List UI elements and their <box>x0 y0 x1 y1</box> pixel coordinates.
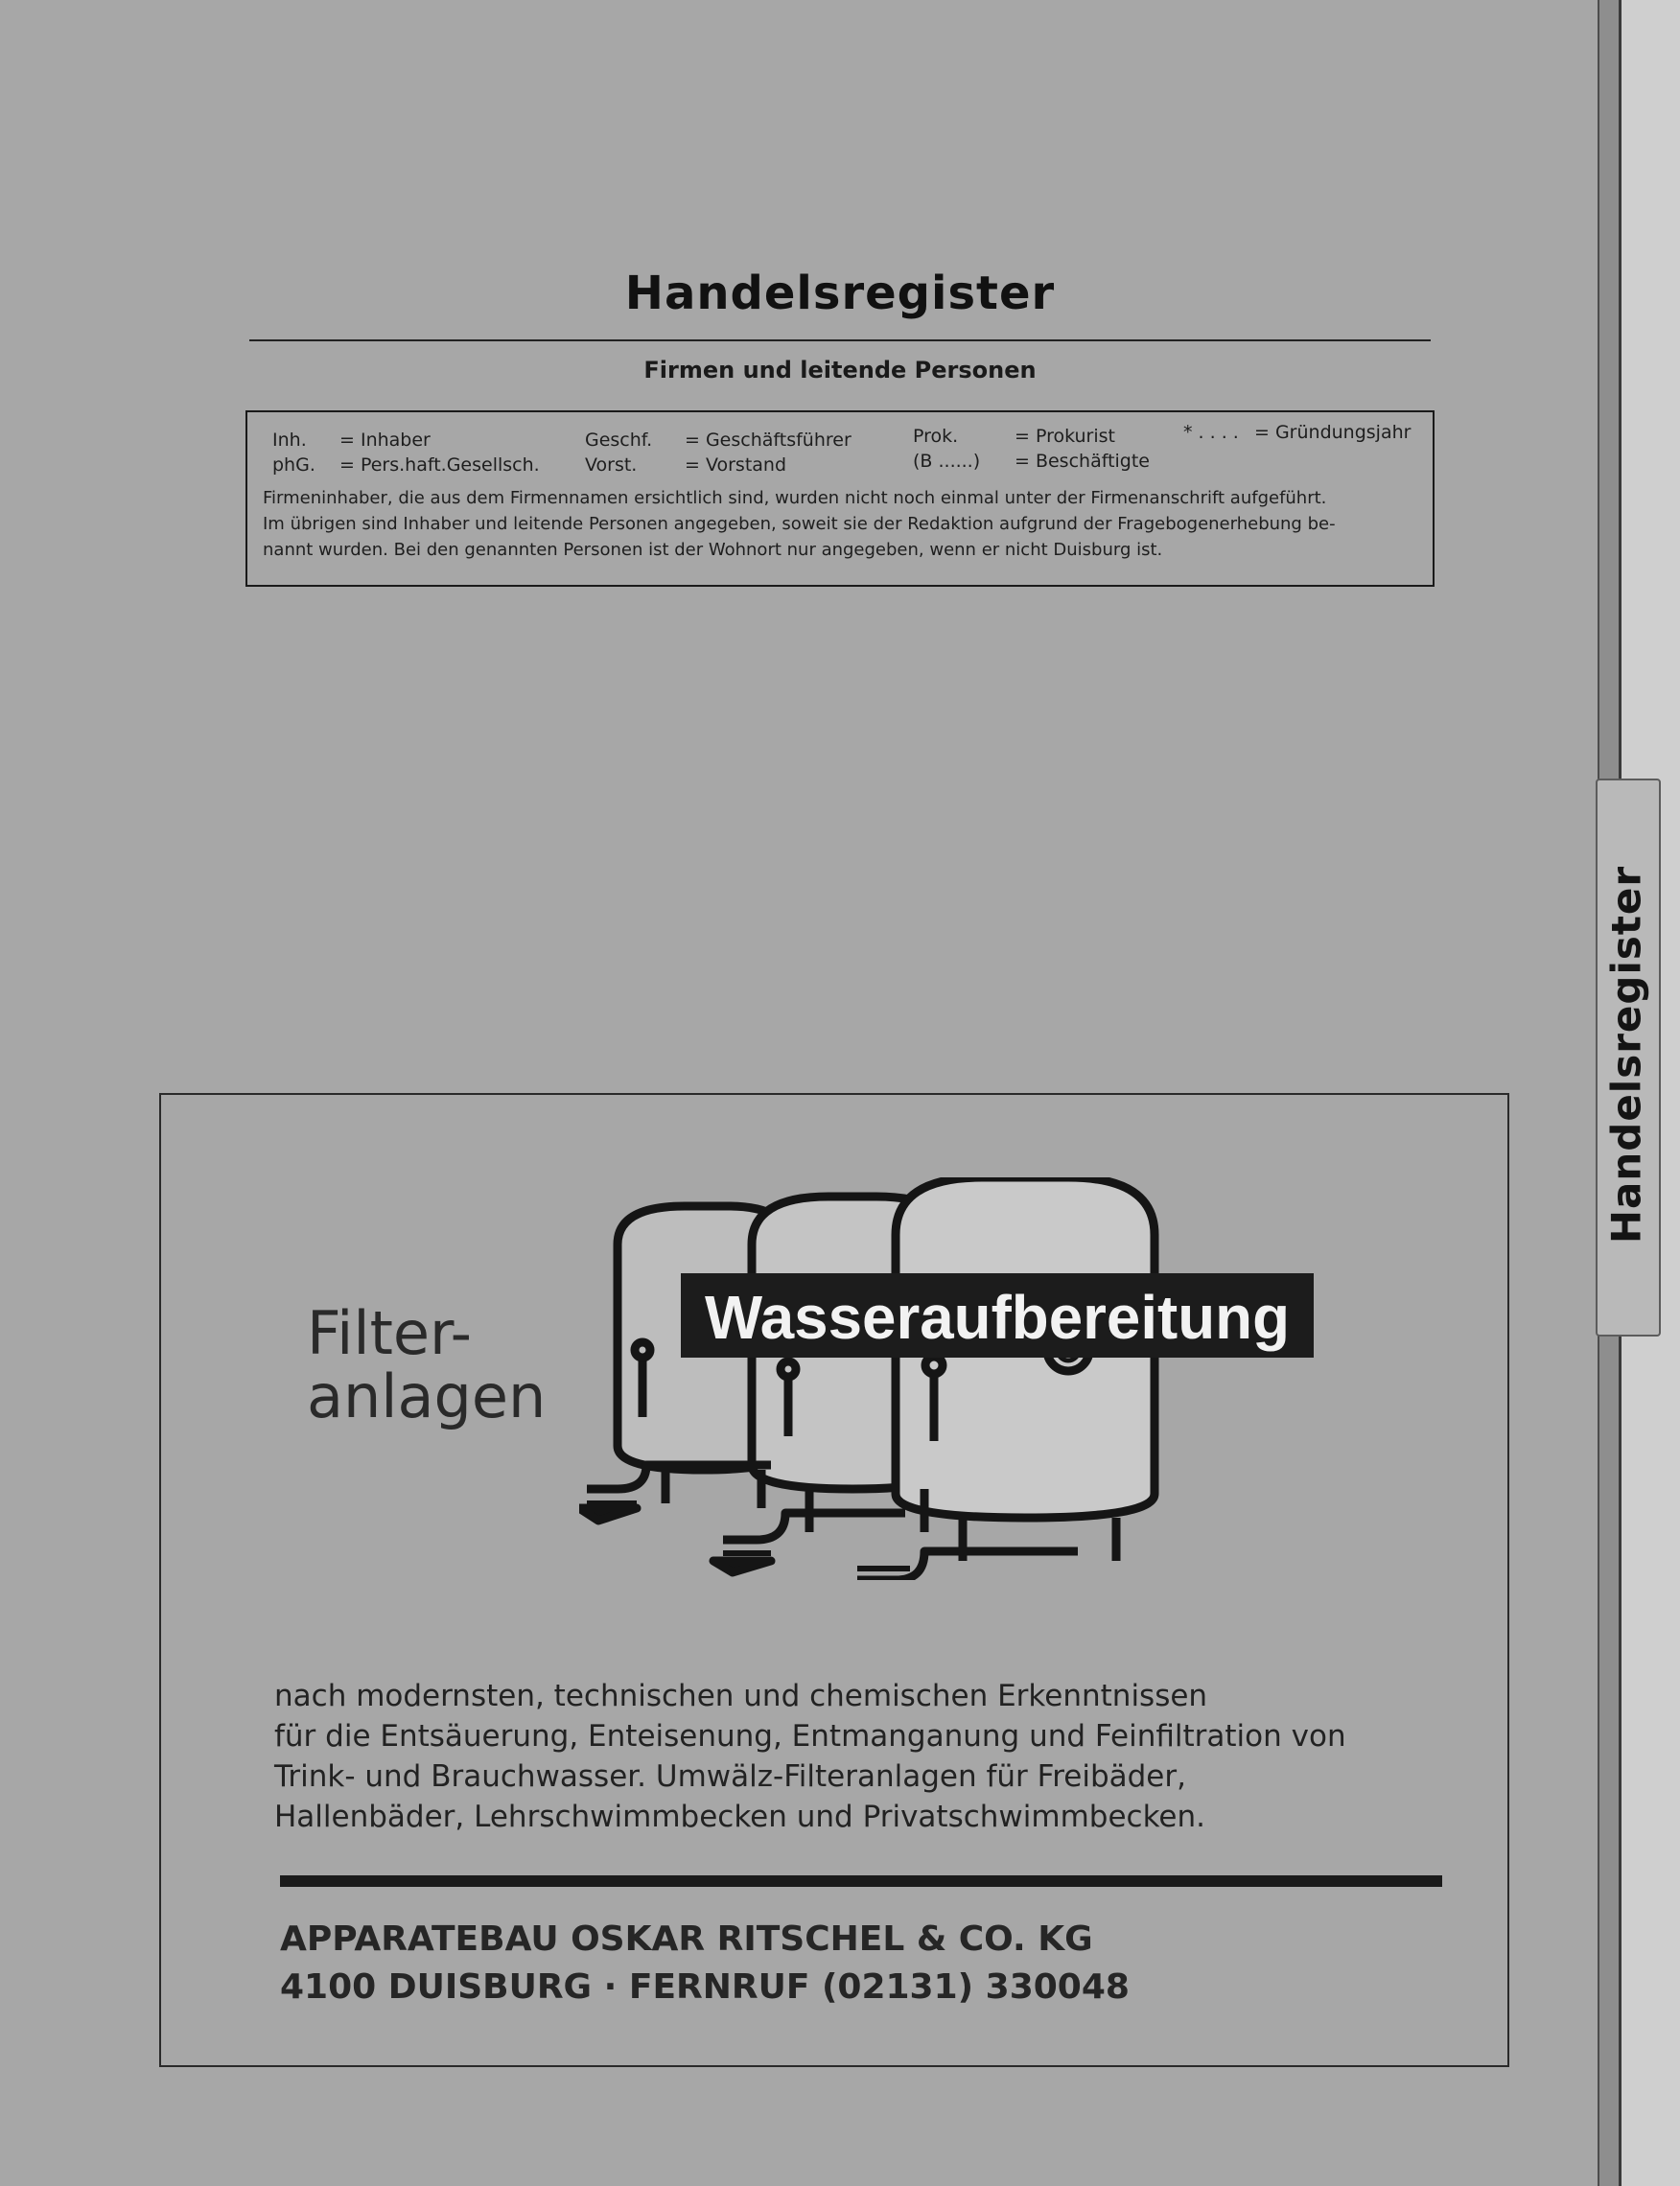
legend-abbr-phg: phG. <box>272 454 315 476</box>
ad-divider-bar <box>280 1875 1442 1887</box>
legend-abbr-inh: Inh. <box>272 430 307 451</box>
legend-abbr-vorst: Vorst. <box>585 454 638 476</box>
legend-note-line: Im übrigen sind Inhaber und leitende Personen angegeben, soweit sie der Redaktion aufgrund der Fragebogenerhebung be- <box>263 514 1336 534</box>
ad-filter-line: anlagen <box>307 1361 547 1431</box>
title-rule <box>249 339 1431 341</box>
legend-abbr-prok: Prok. <box>913 426 959 447</box>
legend-abbr-geschf: Geschf. <box>585 430 653 451</box>
advertisement <box>159 1093 1509 2067</box>
ad-banner-text: Wasseraufbereitung <box>705 1283 1290 1352</box>
legend-abbr-b: (B ......) <box>913 451 981 472</box>
legend-meaning-year: = Gründungsjahr <box>1254 422 1412 443</box>
ad-filter-heading <box>307 1298 547 1431</box>
ad-body-line: für die Entsäuerung, Enteisenung, Entmanganung und Feinfiltration von <box>274 1719 1346 1754</box>
legend-abbr-year: * . . . . <box>1183 422 1239 443</box>
legend-meaning-phg: = Pers.haft.Gesellsch. <box>339 454 540 476</box>
company-name: APPARATEBAU OSKAR RITSCHEL & CO. KG <box>280 1919 1093 1959</box>
abbreviation-legend <box>245 410 1435 587</box>
company-address-phone: 4100 DUISBURG · FERNRUF (02131) 330048 <box>280 1967 1130 2007</box>
ad-body-text <box>274 1676 1346 1837</box>
legend-note <box>263 485 1425 563</box>
legend-note-line: nannt wurden. Bei den genannten Personen ist der Wohnort nur angegeben, wenn er nicht Duisburg ist. <box>263 540 1163 560</box>
ad-body-line: Trink- und Brauchwasser. Umwälz-Filteranlagen für Freibäder, <box>274 1759 1186 1794</box>
page-subtitle: Firmen und leitende Personen <box>643 357 1037 384</box>
legend-meaning-inh: = Inhaber <box>339 430 431 451</box>
legend-note-line: Firmeninhaber, die aus dem Firmennamen ersichtlich sind, wurden nicht noch einmal unter der Firmenanschrift aufgeführt. <box>263 488 1327 508</box>
legend-meaning-vorst: = Vorstand <box>685 454 787 476</box>
register-tab-label: Handelsregister <box>1602 865 1650 1244</box>
legend-meaning-geschf: = Geschäftsführer <box>685 430 852 451</box>
legend-meaning-prok: = Prokurist <box>1015 426 1116 447</box>
ad-body-line: nach modernsten, technischen und chemischen Erkenntnissen <box>274 1679 1208 1713</box>
page-title: Handelsregister <box>624 267 1056 320</box>
water-treatment-tanks-illustration <box>579 1177 1528 1580</box>
ad-filter-line: Filter- <box>307 1298 472 1368</box>
legend-meaning-b: = Beschäftigte <box>1015 451 1150 472</box>
ad-company-info <box>280 1916 1130 2012</box>
ad-body-line: Hallenbäder, Lehrschwimmbecken und Privatschwimmbecken. <box>274 1800 1205 1834</box>
